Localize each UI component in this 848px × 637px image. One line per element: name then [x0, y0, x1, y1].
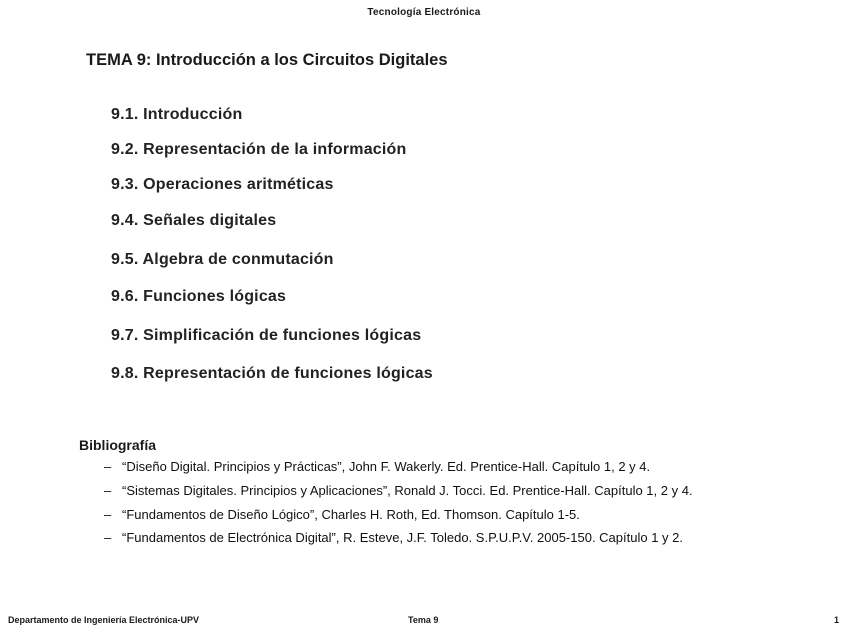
footer-page-number: 1	[833, 615, 839, 625]
footer-topic: Tema 9	[408, 615, 439, 625]
page-title: TEMA 9: Introducción a los Circuitos Digitales	[86, 51, 448, 69]
bibliography-item-text: “Sistemas Digitales. Principios y Aplicaciones”, Ronald J. Tocci. Ed. Prentice-Hall. Capítulo 1, 2 y 4.	[122, 483, 693, 498]
bibliography-item-text: “Fundamentos de Electrónica Digital”, R. Esteve, J.F. Toledo. S.P.U.P.V. 2005-150. Capítulo 1 y 2.	[122, 530, 683, 545]
toc-item-9-7: 9.7. Simplificación de funciones lógicas	[111, 327, 422, 344]
footer-department: Departamento de Ingeniería Electrónica-UPV	[8, 615, 200, 625]
toc-item-9-8: 9.8. Representación de funciones lógicas	[111, 365, 433, 382]
toc-item-9-2: 9.2. Representación de la información	[111, 141, 407, 158]
bullet-dash: –	[104, 459, 112, 474]
bullet-dash: –	[104, 530, 112, 545]
page-header: Tecnología Electrónica	[367, 7, 481, 18]
toc-item-9-1: 9.1. Introducción	[111, 106, 243, 123]
toc-item-9-6: 9.6. Funciones lógicas	[111, 288, 287, 305]
bibliography-item	[104, 459, 650, 474]
bibliography-item	[104, 483, 693, 498]
bibliography-item-text: “Fundamentos de Diseño Lógico”, Charles H. Roth, Ed. Thomson. Capítulo 1-5.	[122, 507, 580, 522]
bibliography-item	[104, 530, 683, 545]
bullet-dash: –	[104, 483, 112, 498]
bibliography-heading: Bibliografía	[79, 437, 157, 453]
bibliography-item	[104, 507, 580, 522]
toc-item-9-5: 9.5. Algebra de conmutación	[111, 251, 334, 268]
bullet-dash: –	[104, 507, 112, 522]
toc-item-9-3: 9.3. Operaciones aritméticas	[111, 176, 334, 193]
bibliography-item-text: “Diseño Digital. Principios y Prácticas”, John F. Wakerly. Ed. Prentice-Hall. Capítulo 1, 2 y 4.	[122, 459, 651, 474]
toc-item-9-4: 9.4. Señales digitales	[111, 212, 277, 229]
